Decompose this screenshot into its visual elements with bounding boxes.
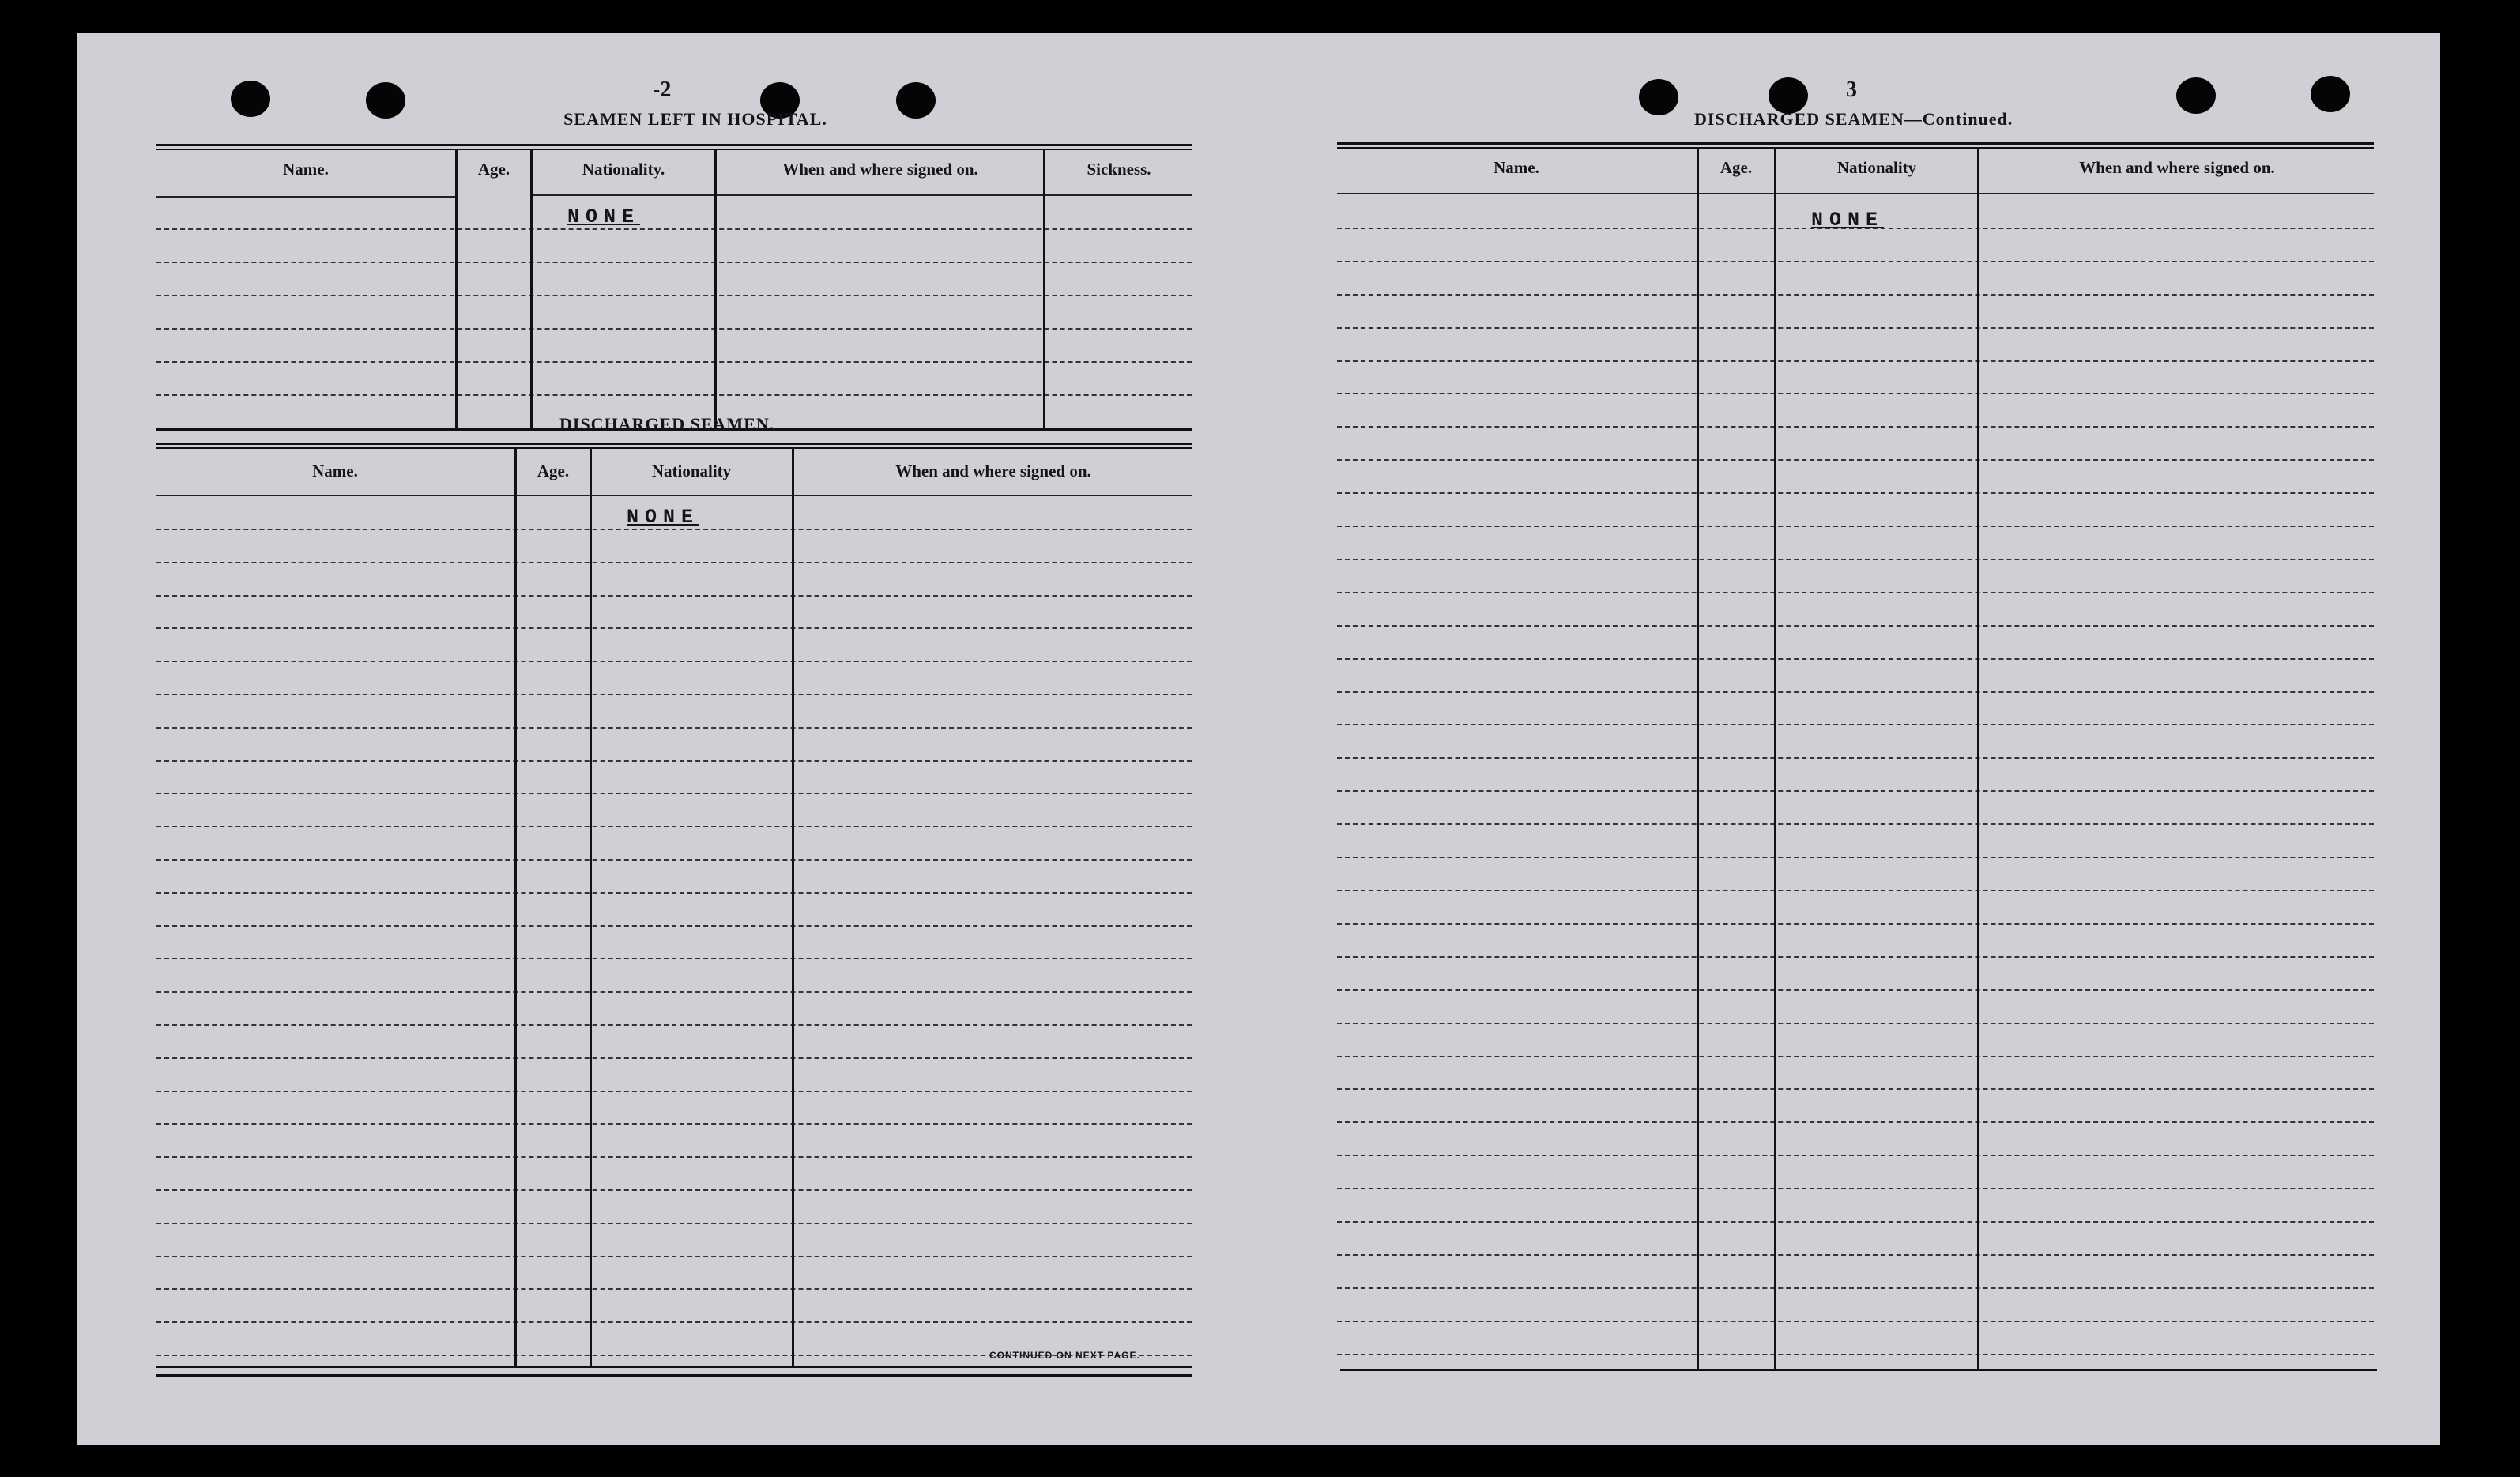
row-rule bbox=[1337, 1056, 2374, 1057]
discharged-section-title: DISCHARGED SEAMEN. bbox=[559, 414, 775, 434]
row-rule bbox=[1337, 1121, 2374, 1123]
row-rule bbox=[1337, 923, 2374, 925]
row-rule bbox=[1337, 1354, 2374, 1355]
rule bbox=[156, 1366, 1192, 1368]
hospital-section-title: SEAMEN LEFT IN HOSPITAL. bbox=[563, 109, 827, 129]
row-rule bbox=[1337, 261, 2374, 262]
row-rule bbox=[156, 991, 1192, 993]
row-rule bbox=[156, 394, 1192, 396]
col-rule bbox=[792, 449, 794, 1366]
row-rule bbox=[156, 760, 1192, 762]
row-rule bbox=[1337, 1188, 2374, 1189]
rule bbox=[1340, 1369, 2377, 1371]
continued-note: CONTINUED ON NEXT PAGE. bbox=[989, 1350, 1140, 1361]
row-rule bbox=[1337, 625, 2374, 627]
rule bbox=[156, 144, 1192, 150]
row-rule bbox=[1337, 1321, 2374, 1322]
col-header-name: Name. bbox=[1494, 158, 1539, 177]
row-rule bbox=[1337, 857, 2374, 858]
col-header-nationality: Nationality. bbox=[582, 160, 665, 179]
row-rule bbox=[156, 627, 1192, 629]
row-rule bbox=[1337, 559, 2374, 560]
col-header-name: Name. bbox=[283, 160, 329, 179]
col-rule bbox=[714, 150, 717, 428]
row-rule bbox=[156, 694, 1192, 695]
row-rule bbox=[156, 595, 1192, 597]
col-rule bbox=[530, 150, 533, 428]
row-rule bbox=[156, 1156, 1192, 1158]
row-rule bbox=[156, 1123, 1192, 1125]
rule bbox=[533, 194, 1192, 196]
punch-hole bbox=[2176, 77, 2216, 114]
row-rule bbox=[156, 328, 1192, 330]
row-rule bbox=[1337, 989, 2374, 991]
col-header-signed-on: When and where signed on. bbox=[2079, 158, 2275, 177]
row-rule bbox=[156, 529, 1192, 530]
row-rule bbox=[156, 361, 1192, 363]
punch-hole bbox=[2311, 76, 2350, 112]
row-rule bbox=[1337, 890, 2374, 891]
col-rule bbox=[514, 449, 517, 1366]
col-header-age: Age. bbox=[1720, 158, 1753, 177]
row-rule bbox=[1337, 1155, 2374, 1156]
row-rule bbox=[156, 661, 1192, 662]
row-rule bbox=[1337, 459, 2374, 461]
row-rule bbox=[156, 925, 1192, 927]
row-rule bbox=[156, 1288, 1192, 1290]
row-rule bbox=[1337, 1221, 2374, 1223]
row-rule bbox=[1337, 956, 2374, 958]
scanned-sheet bbox=[77, 33, 2440, 1445]
row-rule bbox=[1337, 790, 2374, 792]
row-rule bbox=[1337, 492, 2374, 494]
typed-entry: NONE bbox=[567, 205, 641, 228]
row-rule bbox=[156, 727, 1192, 729]
row-rule bbox=[156, 1189, 1192, 1191]
page-number: 3 bbox=[1846, 77, 1857, 102]
row-rule bbox=[156, 228, 1192, 230]
rule bbox=[1337, 142, 2374, 149]
row-rule bbox=[1337, 327, 2374, 329]
col-header-age: Age. bbox=[477, 160, 510, 179]
col-header-nationality: Nationality bbox=[1836, 158, 1917, 177]
row-rule bbox=[1337, 823, 2374, 825]
row-rule bbox=[156, 295, 1192, 296]
punch-hole bbox=[1639, 79, 1678, 115]
row-rule bbox=[1337, 691, 2374, 693]
col-header-sickness: Sickness. bbox=[1087, 160, 1151, 179]
row-rule bbox=[1337, 426, 2374, 428]
row-rule bbox=[156, 958, 1192, 959]
row-rule bbox=[156, 1057, 1192, 1059]
row-rule bbox=[1337, 294, 2374, 296]
row-rule bbox=[156, 1321, 1192, 1323]
rule bbox=[156, 443, 1192, 449]
col-rule bbox=[1697, 149, 1699, 1369]
row-rule bbox=[156, 892, 1192, 894]
col-header-signed-on: When and where signed on. bbox=[782, 160, 978, 179]
col-rule bbox=[590, 449, 592, 1366]
row-rule bbox=[156, 262, 1192, 263]
col-rule bbox=[1043, 150, 1045, 428]
rule bbox=[156, 1374, 1192, 1377]
col-header-signed-on: When and where signed on. bbox=[895, 462, 1091, 480]
row-rule bbox=[1337, 724, 2374, 725]
row-rule bbox=[156, 1256, 1192, 1257]
col-rule bbox=[1774, 149, 1776, 1369]
typed-entry: NONE bbox=[627, 506, 700, 529]
col-header-name: Name. bbox=[312, 462, 358, 480]
col-header-age: Age. bbox=[537, 462, 570, 480]
row-rule bbox=[1337, 757, 2374, 759]
row-rule bbox=[156, 562, 1192, 563]
row-rule bbox=[1337, 1023, 2374, 1024]
page-number: -2 bbox=[653, 77, 672, 102]
row-rule bbox=[1337, 1287, 2374, 1289]
row-rule bbox=[1337, 592, 2374, 593]
col-header-nationality: Nationality bbox=[651, 462, 732, 480]
row-rule bbox=[156, 826, 1192, 827]
col-rule bbox=[1977, 149, 1979, 1369]
row-rule bbox=[1337, 658, 2374, 660]
row-rule bbox=[1337, 360, 2374, 362]
rule bbox=[156, 196, 455, 198]
row-rule bbox=[1337, 1254, 2374, 1256]
row-rule bbox=[156, 1024, 1192, 1026]
row-rule bbox=[1337, 393, 2374, 394]
discharged-continued-title: DISCHARGED SEAMEN—Continued. bbox=[1694, 109, 2013, 129]
col-rule bbox=[455, 150, 458, 428]
row-rule bbox=[1337, 1088, 2374, 1090]
rule bbox=[1337, 193, 2374, 194]
row-rule bbox=[156, 793, 1192, 794]
row-rule bbox=[156, 1091, 1192, 1092]
row-rule bbox=[156, 859, 1192, 861]
typed-entry: NONE bbox=[1811, 209, 1885, 232]
rule bbox=[156, 495, 1192, 496]
row-rule bbox=[1337, 526, 2374, 527]
row-rule bbox=[156, 1223, 1192, 1224]
